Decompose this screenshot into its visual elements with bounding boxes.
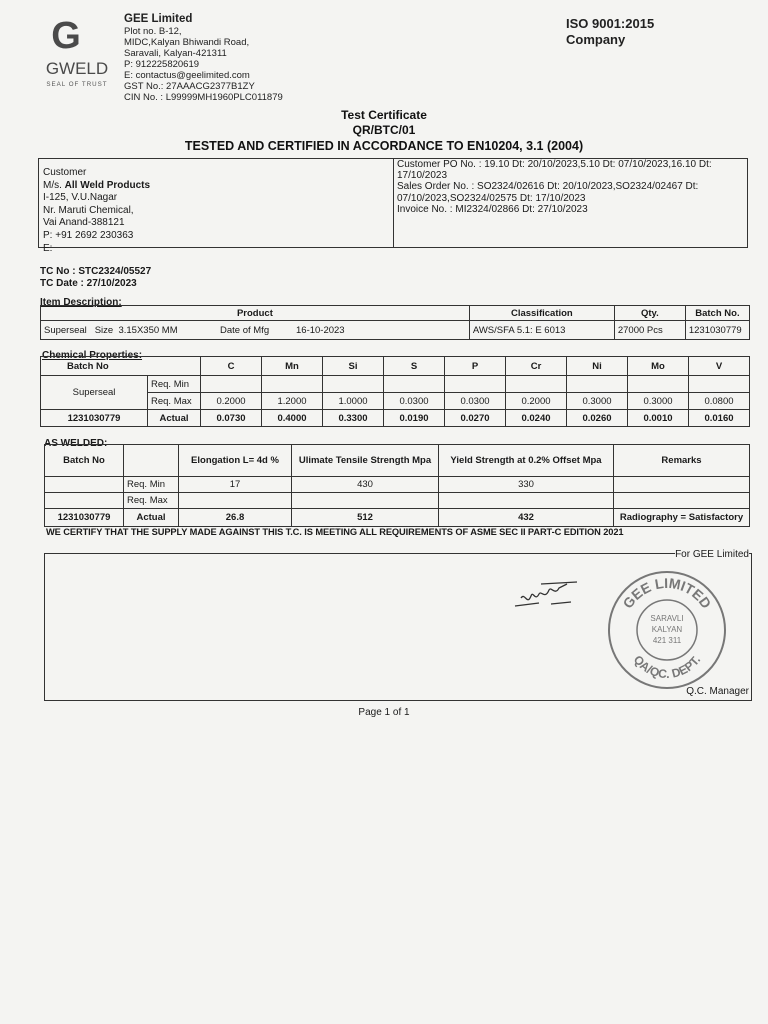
address-line: Saravali, Kalyan-421311 (124, 48, 227, 59)
actual-value: 0.3300 (323, 410, 384, 427)
req-min-label: Req. Min (148, 376, 201, 393)
chem-batch-header: Batch No (41, 357, 201, 376)
svg-text:GEE LIMITED (619, 575, 714, 612)
address-line: MIDC,Kalyan Bhiwandi Road, (124, 37, 250, 48)
size-value: 3.15X350 MM (118, 324, 178, 336)
req-max-label: Req. Max (124, 493, 179, 509)
chem-product: Superseal (41, 376, 148, 410)
element-header: C (201, 357, 262, 376)
qty-value: 27000 Pcs (614, 321, 685, 340)
mechanical-table (44, 444, 750, 527)
order-line: Customer PO No. : 19.10 Dt: 20/10/2023,5.10 Dt: 07/10/2023,16.10 Dt: (397, 159, 712, 170)
customer-phone: P: +91 2692 230363 (43, 229, 134, 241)
iso-line1: ISO 9001:2015 (566, 16, 655, 31)
company-gst: GST No.: 27AAACG2377B1ZY (124, 81, 255, 92)
mfg-label: Date of Mfg (217, 321, 293, 340)
chemical-table (40, 356, 750, 427)
chemical-section-label: Chemical Properties: (42, 350, 143, 361)
stamp-inner: KALYAN (651, 625, 683, 634)
max-value: 1.0000 (323, 393, 384, 410)
element-header: S (384, 357, 445, 376)
customer-prefix: M/s. (43, 179, 62, 191)
customer-address: I-125, V.U.Nagar (43, 192, 118, 204)
remarks-header: Remarks (614, 445, 750, 477)
company-details (124, 13, 283, 103)
mechanical-section-label: AS WELDED: (44, 438, 108, 449)
gweld-logo (36, 14, 118, 96)
actual-value: 0.0190 (384, 410, 445, 427)
ys-header: Yield Strength at 0.2% Offset Mpa (439, 445, 614, 477)
item-section-label: Item Description: (40, 297, 122, 308)
iso-line2: Company (566, 32, 626, 47)
max-value: 0.2000 (201, 393, 262, 410)
req-max-label: Req. Max (148, 393, 201, 410)
actual-value: 0.0160 (689, 410, 750, 427)
customer-box (38, 158, 748, 254)
certificate-code: QR/BTC/01 (352, 123, 416, 137)
uts-min: 430 (292, 477, 439, 493)
certification-statement: WE CERTIFY THAT THE SUPPLY MADE AGAINST THIS T.C. IS MEETING ALL REQUIREMENTS OF ASME SEC II PART-C EDITION 2021 (46, 527, 624, 537)
mech-batch-header: Batch No (45, 445, 124, 477)
logo-brand: GWELD (45, 59, 109, 78)
classification-header: Classification (469, 306, 614, 321)
qaqc-stamp (605, 568, 729, 692)
element-header: Cr (506, 357, 567, 376)
order-line: Sales Order No. : SO2324/02616 Dt: 20/10/2023,SO2324/02467 Dt: (397, 181, 699, 193)
order-line: Invoice No. : MI2324/02866 Dt: 27/10/2023 (397, 203, 588, 215)
company-phone: P: 912225820619 (124, 59, 200, 70)
remarks-actual: Radiography = Satisfactory (614, 509, 750, 527)
stamp-inner: 421 311 (652, 636, 682, 645)
chem-batch: 1231030779 (41, 410, 148, 427)
elongation-actual: 26.8 (179, 509, 292, 527)
classification-value: AWS/SFA 5.1: E 6013 (469, 321, 614, 340)
product-name: Superseal (44, 324, 87, 336)
company-email: E: contactus@geelimited.com (124, 70, 250, 81)
product-cell (41, 321, 218, 340)
mech-batch: 1231030779 (45, 509, 124, 527)
customer-divider (393, 159, 394, 247)
customer-label: Customer (43, 167, 87, 178)
actual-value: 0.4000 (262, 410, 323, 427)
element-header: V (689, 357, 750, 376)
certificate-title: Test Certificate (341, 108, 427, 122)
svg-text:QA/QC. DEPT. (631, 653, 703, 682)
max-value: 0.0300 (445, 393, 506, 410)
element-header: Si (323, 357, 384, 376)
max-value: 0.3000 (567, 393, 628, 410)
qc-manager-label: Q.C. Manager (686, 686, 749, 697)
max-value: 0.2000 (506, 393, 567, 410)
element-header: P (445, 357, 506, 376)
actual-label: Actual (124, 509, 179, 527)
item-table (40, 305, 750, 340)
stamp-bottom: QA/QC. DEPT. (630, 652, 704, 682)
tc-number: TC No : STC2324/05527 (40, 266, 152, 277)
size-label: Size (94, 324, 114, 336)
page-number: Page 1 of 1 (358, 707, 410, 718)
product-header: Product (41, 306, 470, 321)
ys-actual: 432 (439, 509, 614, 527)
batch-value: 1231030779 (685, 321, 749, 340)
company-name: GEE Limited (124, 13, 193, 25)
for-company: For GEE Limited (675, 549, 749, 560)
signature (511, 576, 583, 614)
max-value: 0.0300 (384, 393, 445, 410)
order-line: 17/10/2023 (397, 170, 448, 182)
svg-text:G: G (51, 15, 81, 57)
batch-header: Batch No. (685, 306, 749, 321)
elongation-min: 17 (179, 477, 292, 493)
iso-badge (566, 16, 654, 48)
customer-block (43, 167, 150, 255)
actual-value: 0.0260 (567, 410, 628, 427)
certificate-standard: TESTED AND CERTIFIED IN ACCORDANCE TO EN10204, 3.1 (2004) (184, 139, 584, 153)
customer-name: All Weld Products (64, 179, 151, 191)
max-value: 0.0800 (689, 393, 750, 410)
uts-actual: 512 (292, 509, 439, 527)
element-header: Mn (262, 357, 323, 376)
qty-header: Qty. (614, 306, 685, 321)
ys-min: 330 (439, 477, 614, 493)
max-value: 0.3000 (628, 393, 689, 410)
element-header: Mo (628, 357, 689, 376)
address-line: Plot no. B-12, (124, 26, 182, 37)
company-cin: CIN No. : L99999MH1960PLC011879 (124, 92, 283, 103)
tc-date: TC Date : 27/10/2023 (40, 277, 137, 289)
customer-address: Vai Anand-388121 (43, 217, 125, 229)
actual-value: 0.0010 (628, 410, 689, 427)
tc-info (40, 266, 151, 289)
order-block (397, 159, 737, 215)
element-header: Ni (567, 357, 628, 376)
stamp-inner: SARAVLI (650, 614, 684, 623)
req-min-label: Req. Min (124, 477, 179, 493)
customer-name-line (43, 180, 150, 193)
actual-label: Actual (148, 410, 201, 427)
max-value: 1.2000 (262, 393, 323, 410)
stamp-outer: GEE LIMITED (619, 574, 715, 612)
order-line: 07/10/2023,SO2324/02575 Dt: 17/10/2023 (397, 192, 586, 204)
mfg-date: 16-10-2023 (293, 321, 469, 340)
elongation-header: Elongation L= 4d % (179, 445, 292, 477)
customer-address: Nr. Maruti Chemical, (43, 204, 134, 216)
customer-email: E: (43, 242, 53, 254)
logo-tagline: SEAL OF TRUST (46, 81, 108, 88)
actual-value: 0.0270 (445, 410, 506, 427)
actual-value: 0.0730 (201, 410, 262, 427)
uts-header: Ulimate Tensile Strength Mpa (292, 445, 439, 477)
actual-value: 0.0240 (506, 410, 567, 427)
